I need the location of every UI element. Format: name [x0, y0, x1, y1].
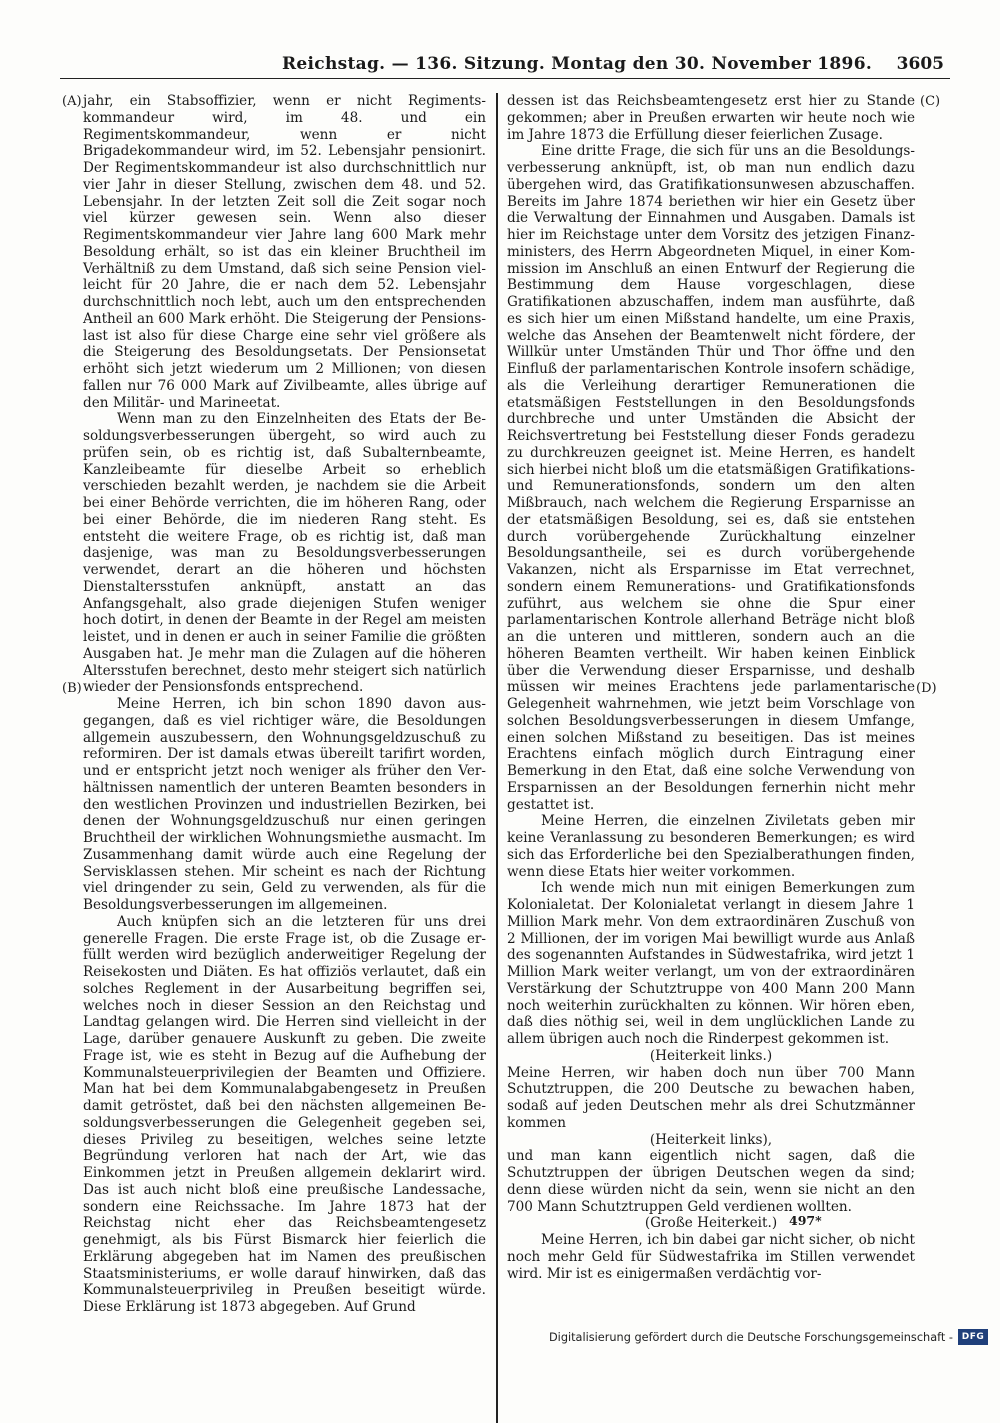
column-divider — [496, 93, 498, 1423]
paragraph: und man kann eigentlich nicht sagen, daß die Schutztruppen der übrigen Deutschen wegen da sind; denn diese würden nicht da sein, wenn sie nicht an den 700 Mann Schutztruppen Geld verdienen wollten. — [507, 1148, 915, 1215]
margin-marker-b: (B) — [62, 681, 82, 696]
paragraph: Meine Herren, ich bin schon 1890 davon ausgegangen, daß es viel richtiger wäre, die Besoldungen allgemein auszubessern, den Wohnungsgeldzuschuß zu reformiren. Der ist damals etwas übereilt tarifirt worden, und er entspricht jetzt noch weniger als früher den Verhältnissen namentlich der unteren Beamten besonders in den westlichen Provinzen und industriellen Bezirken, bei denen der Wohnungsgeldzuschuß nur einen geringen Bruchtheil der wirklichen Wohnungsmiethe ausmacht. Im Zusammenhang damit würde auch eine Regelung der Servisklassen stehen. Mir scheint es nach der Richtung viel dringender zu sein, Geld zu verwenden, als für die Besoldungsverbesserungen im allgemeinen. — [83, 696, 486, 913]
interjection: (Große Heiterkeit.) — [644, 1215, 778, 1232]
margin-marker-c: (C) — [920, 94, 941, 109]
paragraph: Meine Herren, die einzelnen Ziviletats geben mir keine Veranlassung zu besonderen Bemerkungen; es wird sich das Erforderliche bei den Spezialberathungen finden, wenn diese Etats hier weiter vorkommen. — [507, 813, 915, 880]
paragraph: Ich wende mich nun mit einigen Bemerkungen zum Kolonialetat. Der Kolonialetat verlangt in diesem Jahre 1 Million Mark mehr. Von dem extraordinären Zuschuß von 2 Millionen, der im vorigen Mai bewilligt wurde aus Anlaß des sogenannten Aufstandes in Südwestafrika, wird jetzt 1 Million Mark weiter verlangt, um von der extraordinären Verstärkung der Schutztruppe von 400 Mann 200 Mann noch weiterhin zurückhalten zu können. Wir hören eben, daß dies nöthig sei, weil in dem unglücklichen Lande zu allem übrigen auch noch die Rinderpest gekommen ist. — [507, 880, 915, 1047]
left-column — [83, 93, 486, 1315]
interjection: (Heiterkeit links), — [649, 1131, 773, 1148]
dfg-logo: DFG — [958, 1329, 988, 1345]
interjection: (Heiterkeit links.) — [649, 1047, 773, 1064]
right-column — [507, 93, 915, 1282]
paragraph: Meine Herren, wir haben doch nun über 700 Mann Schutztruppen, die 200 Deutsche zu bewachen haben, sodaß auf jeden Deutschen mehr als drei Schutzmänner kommen — [507, 1064, 915, 1131]
digitization-credit — [549, 1327, 988, 1347]
credit-text: Digitalisierung gefördert durch die Deutsche Forschungsgemeinschaft - — [548, 1330, 953, 1344]
margin-marker-a: (A) — [62, 94, 82, 109]
page-number: 3605 — [896, 54, 944, 74]
paragraph: Wenn man zu den Einzelnheiten des Etats der Besoldungsverbesserungen übergeht, so wird auch zu prüfen sein, ob es richtig ist, daß Subalternbeamte, Kanzleibeamte für dieselbe Arbeit so erheblich verschieden bezahlt werden, je nachdem sie die Arbeit bei einer Behörde verrichten, die im höheren Rang, oder bei einer Behörde, die im niederen Rang steht. Es entsteht die weitere Frage, ob es richtig ist, daß man dasjenige, was man zu Besoldungsverbesserungen verwendet, derart an die höheren und höchsten Dienstaltersstufen anknüpft, anstatt an das Anfangsgehalt, also grade diejenigen Stufen weniger hoch dotirt, in denen der Beamte in der Regel am meisten leistet, und in denen er auch in seiner Familie die größten Ausgaben hat. Je mehr man die Zulagen auf die höheren Altersstufen berechnet, desto mehr steigert sich natürlich wieder der Pensionsfonds entsprechend. — [83, 411, 486, 696]
paragraph: Eine dritte Frage, die sich für uns an die Besoldungsverbesserung anknüpft, ist, ob man nun endlich dazu übergehen wird, das Gratifikationsunwesen abzuschaffen. Bereits im Jahre 1874 beriethen wir hier ein Gesetz über die Verwaltung der Einnahmen und Ausgaben. Damals ist hier im Reichstage unter dem Vorsitz des jetzigen Finanzministers, des Herrn Abgeordneten Miquel, in einer Kommission im Anschluß an einen Entwurf der Regierung die Bestimmung dem Hause vorgeschlagen, diese Gratifikationen abzuschaffen, indem man ausführte, daß es sich hier um einen Mißstand handelte, um eine Praxis, welche das Ansehen der Beamtenwelt nicht fördere, der Willkür unter Umständen Thür und Thor öffne und den Einfluß der parlamentarischen Kontrole insofern schädige, als die Verleihung derartiger Remunerationen die etatsmäßigen Feststellungen in den Besoldungsfonds durchbreche und unter Umständen die Absicht der Reichsvertretung bei Feststellung dieser Fonds geradezu zu durchkreuzen geeignet ist. Meine Herren, es handelt sich hierbei nicht bloß um die etatsmäßigen Gratifikations- und Remunerationsfonds, sondern um den alten Mißbrauch, nach welchem die Regierung Ersparnisse an der etatsmäßigen Besoldung, sei es, daß sie entstehen durch vorübergehende Zurückhaltung einzelner Besoldungsantheile, sei es durch vorübergehende Vakanzen, nicht als Ersparnisse im Etat verrechnet, sondern einem Remunerations- und Gratifikationsfonds zuführt, aus welchem sie ohne die Spur einer parlamentarischen Kontrole allerhand Beträge nicht bloß an die unteren und mittleren, sondern auch an die höheren Beamten vertheilt. Wir haben keinen Einblick über die Verwendung dieser Ersparnisse, und deshalb müssen wir meines Erachtens jede parlamentarische Gelegenheit wahrnehmen, wie jetzt beim Vorschlage von solchen Besoldungsverbesserungen in diesem Umfange, einen solchen Mißstand zu beseitigen. Das ist meines Erachtens einfach möglich durch Eintragung einer Bemerkung in den Etat, daß eine solche Verwendung von Ersparnissen an der Besoldungen fernerhin nicht mehr gestattet ist. — [507, 143, 915, 813]
header-title: Reichstag. — 136. Sitzung. Montag den 30. November 1896. — [282, 54, 873, 74]
paragraph: Auch knüpfen sich an die letzteren für uns drei generelle Fragen. Die erste Frage ist, ob die Zusage erfüllt werden wird bezüglich anderweitiger Regelung der Reisekosten und Diäten. Es hat offiziös verlautet, daß ein solches Reglement in der Ausarbeitung begriffen sei, welches noch in dieser Session an den Reichstag und Landtag gelangen wird. Die Herren sind vielleicht in der Lage, darüber genauere Auskunft zu geben. Die zweite Frage ist, wie es steht in Bezug auf die Aufhebung der Kommunalsteuerprivilegien der Beamten und Offiziere. Man hat bei dem Kommunalabgabengesetz in Preußen damit getröstet, daß bei den nächsten allgemeinen Besoldungsverbesserungen die Gelegenheit gegeben sei, dieses Privileg zu beseitigen, welches seine letzte Begründung verloren hat nach der Art, wie das Einkommen jetzt in Preußen allgemein deklarirt wird. Das ist auch nicht bloß eine preußische Landessache, sondern eine Reichssache. Im Jahre 1873 hat der Reichstag nicht eher das Reichsbeamtengesetz genehmigt, als bis Fürst Bismarck hier feierlich die Erklärung abgegeben hat im Namen des preußischen Staatsministeriums, er wolle darauf hinwirken, daß das Kommunalsteuerprivileg in Preußen beseitigt würde. Diese Erklärung ist 1873 abgegeben. Auf Grund — [83, 913, 486, 1315]
paragraph: jahr, ein Stabsoffizier, wenn er nicht Regimentskommandeur wird, im 48. und ein Regimentskommandeur, wenn er nicht Brigadekommandeur wird, im 52. Lebensjahr pensionirt. Der Regimentskommandeur ist also durchschnittlich nur vier Jahr in dieser Stellung, zwischen dem 48. und 52. Lebensjahr. In der letzten Zeit soll die Zeit sogar noch viel kürzer gewesen sein. Wenn also dieser Regimentskommandeur vier Jahre lang 600 Mark mehr Besoldung erhält, so ist das ein kleiner Bruchtheil im Verhältniß zu dem Umstand, daß sich seine Pension vielleicht für 20 Jahre, die er nach dem 52. Lebensjahr durchschnittlich noch lebt, auch um den entsprechenden Antheil an 600 Mark erhöht. Die Steigerung der Pensionslast ist also für diese Charge eine sehr viel größere als die Steigerung des Besoldungsetats. Der Pensionsetat erhöht sich jetzt wiederum um 2 Millionen; von diesen fallen nur 76 000 Mark auf Zivilbeamte, alles übrige auf den Militär- und Marineetat. — [83, 93, 486, 411]
paragraph: dessen ist das Reichsbeamtengesetz erst hier zu Stande gekommen; aber in Preußen erwarten wir heute noch wie im Jahre 1873 die Erfüllung dieser feierlichen Zusage. — [507, 93, 915, 143]
paragraph: Meine Herren, ich bin dabei gar nicht sicher, ob nicht noch mehr Geld für Südwestafrika im Stillen verwendet wird. Mir ist es einigermaßen verdächtig vor- — [507, 1232, 915, 1282]
page-header — [60, 48, 950, 79]
signature-mark: 497* — [789, 1213, 822, 1228]
margin-marker-d: (D) — [916, 681, 937, 696]
